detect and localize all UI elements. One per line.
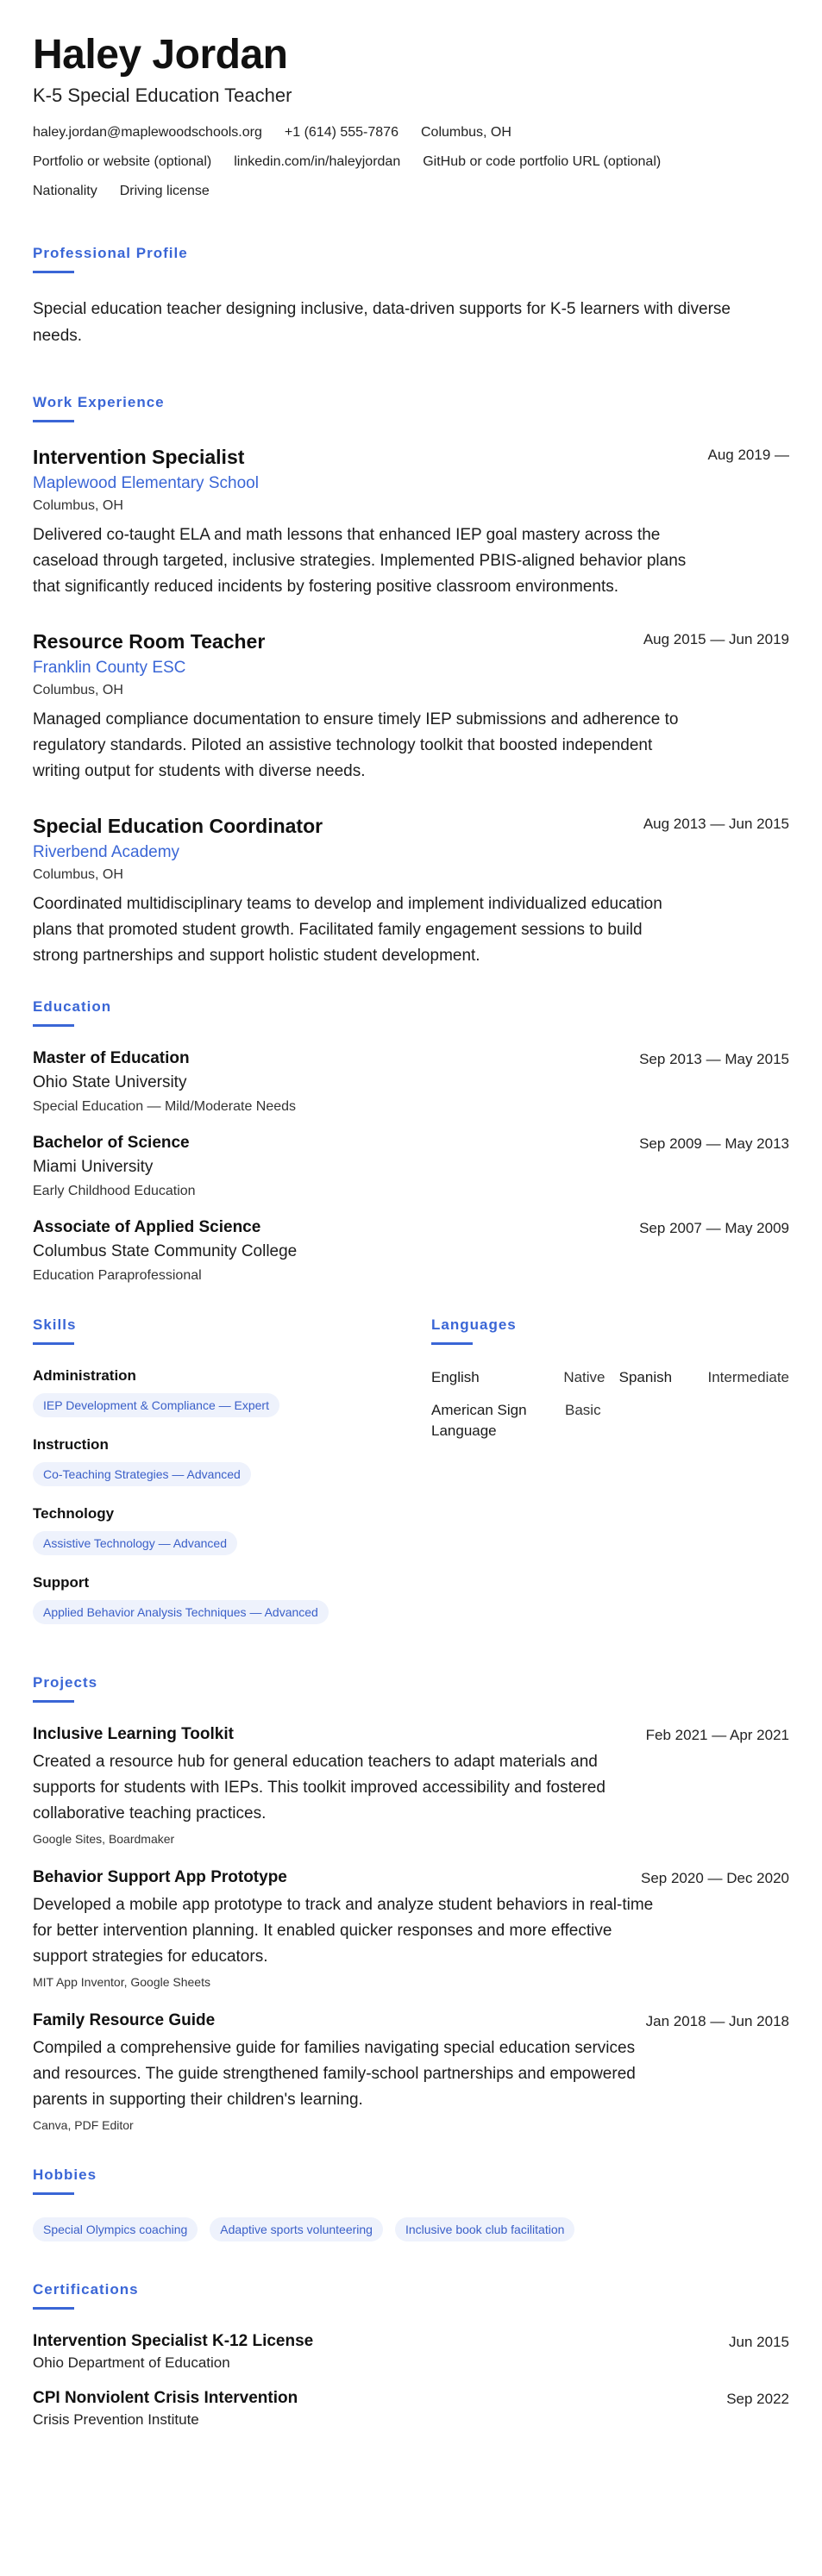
education-field: Education Paraprofessional	[33, 1268, 202, 1283]
section-title-education: Education	[33, 998, 112, 1015]
hobby-pill: Inclusive book club facilitation	[395, 2217, 574, 2241]
project-description: Developed a mobile app prototype to track and analyze student behaviors in real-time for better intervention planning. It enabled quicker responses and more effective support strategies for educators.	[33, 1896, 654, 1966]
job-description: Managed compliance documentation to ensure timely IEP submissions and adherence to regulatory standards. Piloted an assistive technology toolkit that boosted independent writing output for students with diverse needs.	[33, 710, 679, 780]
section-divider	[33, 420, 74, 422]
skill-category: Instruction	[33, 1436, 109, 1453]
section-divider	[33, 2307, 74, 2310]
education-dates: Sep 2013 — May 2015	[639, 1051, 789, 1067]
education-entry	[33, 1218, 789, 1284]
hobbies-list	[33, 2217, 789, 2241]
project-dates: Feb 2021 — Apr 2021	[645, 1727, 789, 1743]
section-title-skills: Skills	[33, 1316, 77, 1333]
section-divider	[33, 1700, 74, 1703]
job-description: Coordinated multidisciplinary teams to develop and implement individualized education plans that promoted student growth. Facilitated family engagement sessions to build strong partnerships and support holistic student development.	[33, 895, 662, 965]
project-description: Created a resource hub for general education teachers to adapt materials and supports for students with IEPs. This toolkit improved accessibility and fostered collaborative teaching practices.	[33, 1753, 606, 1823]
driving-license-text: Driving license	[119, 184, 210, 198]
phone-link[interactable]: +1 (614) 555-7876	[284, 125, 398, 140]
project-title: Inclusive Learning Toolkit	[33, 1725, 234, 1743]
languages-column	[431, 1316, 789, 1643]
certification-name: CPI Nonviolent Crisis Intervention	[33, 2389, 298, 2407]
section-divider	[33, 271, 74, 273]
job-company: Riverbend Academy	[33, 843, 180, 861]
candidate-headline: K-5 Special Education Teacher	[33, 84, 292, 106]
language-name: English	[431, 1369, 480, 1385]
education-degree: Bachelor of Science	[33, 1134, 190, 1152]
skill-group	[33, 1367, 431, 1436]
section-title-experience: Work Experience	[33, 394, 165, 410]
candidate-name: Haley Jordan	[33, 32, 288, 78]
profile-summary: Special education teacher designing inclusive, data-driven supports for K-5 learners with diverse needs.	[33, 300, 731, 345]
education-dates: Sep 2007 — May 2009	[639, 1220, 789, 1236]
job-dates: Aug 2019 —	[707, 447, 789, 463]
job-description: Delivered co-taught ELA and math lessons that enhanced IEP goal mastery across the caseload through targeted, inclusive strategies. Implemented PBIS-aligned behavior plans that significantly reduced incidents by fostering positive classroom environments.	[33, 526, 687, 596]
certification-issuer: Ohio Department of Education	[33, 2354, 230, 2371]
section-title-projects: Projects	[33, 1674, 98, 1691]
certification-name: Intervention Specialist K-12 License	[33, 2332, 314, 2350]
skill-pill: Assistive Technology — Advanced	[33, 1531, 237, 1555]
section-title-profile: Professional Profile	[33, 245, 188, 261]
nationality-text: Nationality	[33, 184, 97, 198]
job-title: Resource Room Teacher	[33, 630, 266, 653]
contact-row-links	[33, 153, 789, 171]
language-name: Spanish	[618, 1369, 673, 1385]
job-location: Columbus, OH	[33, 683, 123, 697]
education-entry	[33, 1134, 789, 1199]
email-link[interactable]: haley.jordan@maplewoodschools.org	[33, 125, 262, 140]
education-degree: Master of Education	[33, 1049, 190, 1067]
section-title-languages: Languages	[431, 1316, 517, 1333]
skill-group	[33, 1505, 431, 1574]
job-company: Maplewood Elementary School	[33, 474, 259, 492]
skills-column	[33, 1316, 431, 1643]
certification-date: Sep 2022	[726, 2391, 789, 2407]
contact-row-extra	[33, 183, 789, 200]
resume-header	[33, 31, 789, 200]
skill-pill: Co-Teaching Strategies — Advanced	[33, 1462, 251, 1486]
job-location: Columbus, OH	[33, 867, 123, 882]
certification-issuer: Crisis Prevention Institute	[33, 2411, 199, 2428]
github-link[interactable]: GitHub or code portfolio URL (optional)	[423, 154, 662, 169]
skill-pill: Applied Behavior Analysis Techniques — Advanced	[33, 1600, 329, 1624]
language-name: American Sign Language	[431, 1402, 527, 1439]
project-tools: Canva, PDF Editor	[33, 2118, 134, 2132]
job-title: Special Education Coordinator	[33, 815, 323, 837]
project-description: Compiled a comprehensive guide for families navigating special education services and resources. The guide strengthened family-school partnerships and empowered parents in supporting their children's learning.	[33, 2039, 636, 2109]
portfolio-link[interactable]: Portfolio or website (optional)	[33, 154, 212, 169]
education-dates: Sep 2009 — May 2013	[639, 1135, 789, 1152]
certification-entry	[33, 2332, 789, 2372]
hobby-pill: Special Olympics coaching	[33, 2217, 198, 2241]
skill-category: Support	[33, 1574, 90, 1591]
skill-category: Administration	[33, 1367, 136, 1384]
project-tools: MIT App Inventor, Google Sheets	[33, 1975, 210, 1989]
job-location: Columbus, OH	[33, 498, 123, 513]
education-field: Special Education — Mild/Moderate Needs	[33, 1099, 297, 1114]
skill-group	[33, 1574, 431, 1643]
languages-row	[431, 1400, 789, 1441]
section-divider	[33, 2192, 74, 2195]
hobby-pill: Adaptive sports volunteering	[210, 2217, 383, 2241]
skill-category: Technology	[33, 1505, 115, 1522]
languages-row	[431, 1367, 789, 1388]
project-dates: Sep 2020 — Dec 2020	[640, 1870, 789, 1886]
project-dates: Jan 2018 — Jun 2018	[645, 2013, 789, 2029]
project-title: Family Resource Guide	[33, 2011, 216, 2029]
language-level: Intermediate	[707, 1369, 789, 1385]
language-level: Basic	[565, 1402, 601, 1418]
project-entry	[33, 1725, 789, 1846]
job-entry	[33, 629, 789, 785]
education-field: Early Childhood Education	[33, 1184, 196, 1198]
language-level: Native	[563, 1369, 606, 1385]
project-entry	[33, 1868, 789, 1989]
education-school: Miami University	[33, 1158, 154, 1176]
job-company: Franklin County ESC	[33, 659, 186, 677]
section-title-certifications: Certifications	[33, 2281, 139, 2298]
education-degree: Associate of Applied Science	[33, 1218, 261, 1236]
skill-pill: IEP Development & Compliance — Expert	[33, 1393, 279, 1417]
section-divider	[33, 1024, 74, 1027]
skill-group	[33, 1436, 431, 1505]
education-entry	[33, 1049, 789, 1115]
location-text: Columbus, OH	[420, 125, 511, 140]
job-entry	[33, 814, 789, 969]
project-entry	[33, 2011, 789, 2132]
education-school: Columbus State Community College	[33, 1242, 298, 1260]
linkedin-link[interactable]: linkedin.com/in/haleyjordan	[234, 154, 401, 169]
contact-row-primary	[33, 124, 789, 141]
job-title: Intervention Specialist	[33, 446, 245, 468]
project-tools: Google Sites, Boardmaker	[33, 1832, 175, 1846]
section-divider	[33, 1342, 74, 1345]
job-dates: Aug 2013 — Jun 2015	[643, 816, 789, 832]
project-title: Behavior Support App Prototype	[33, 1868, 287, 1886]
skills-languages-row	[33, 1316, 789, 1643]
education-school: Ohio State University	[33, 1073, 187, 1091]
job-dates: Aug 2015 — Jun 2019	[643, 631, 789, 647]
section-title-hobbies: Hobbies	[33, 2166, 97, 2183]
section-divider	[431, 1342, 473, 1345]
certification-entry	[33, 2389, 789, 2429]
job-entry	[33, 445, 789, 600]
certification-date: Jun 2015	[729, 2334, 789, 2350]
